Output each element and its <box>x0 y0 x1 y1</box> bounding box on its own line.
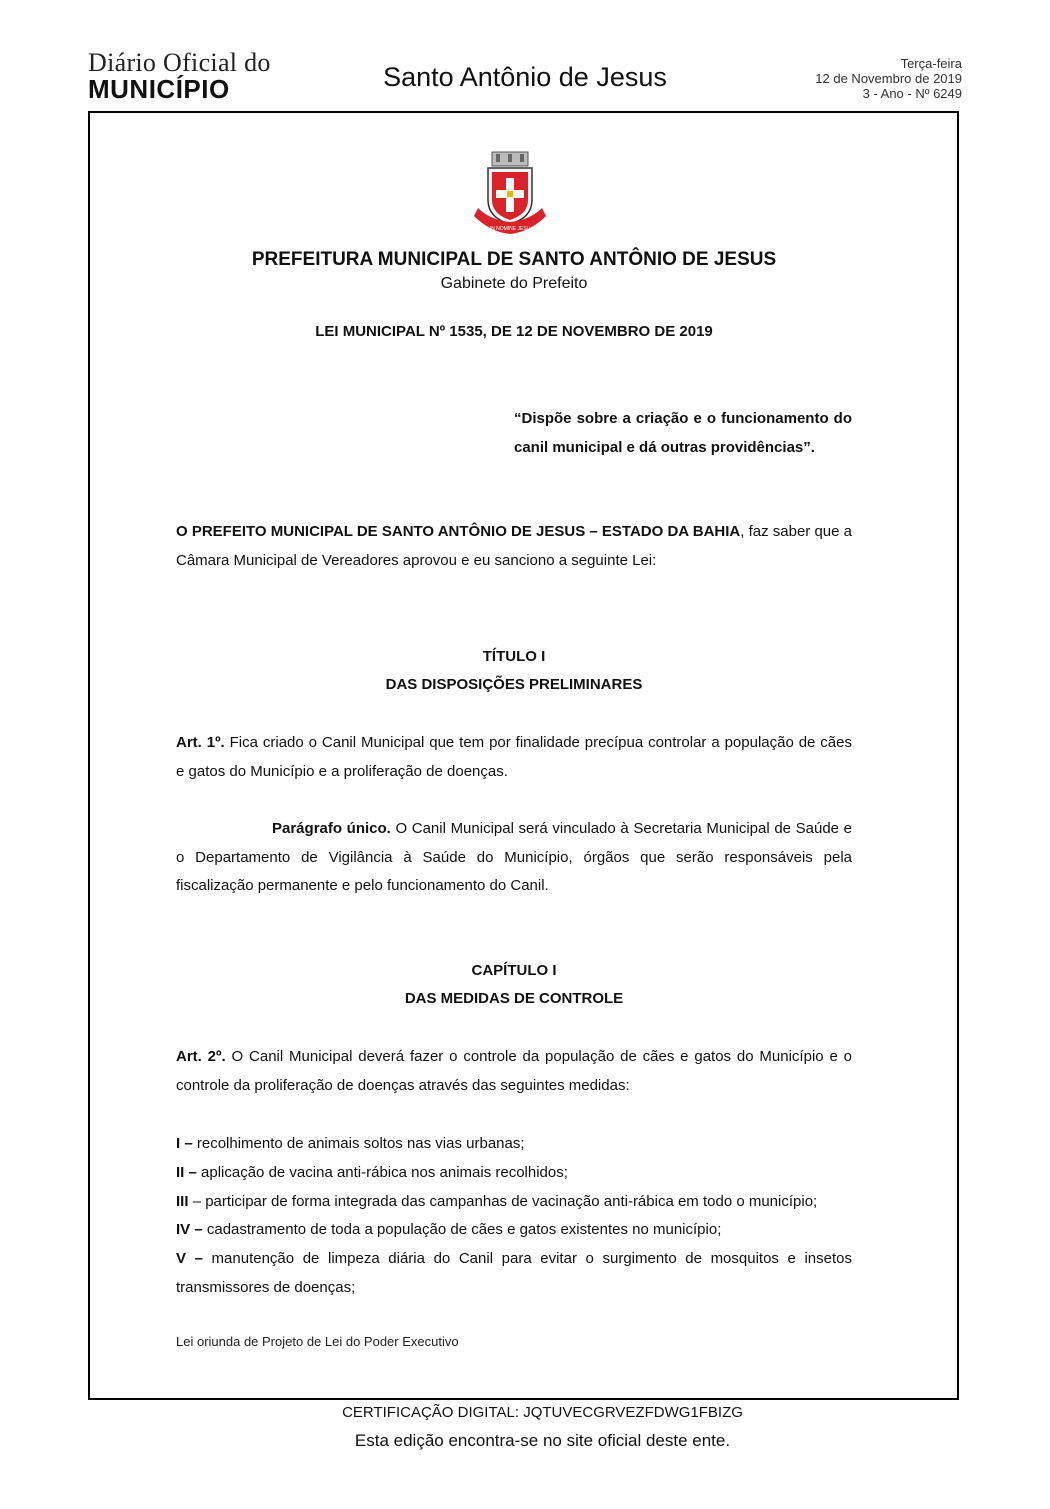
list-item <box>176 1159 852 1188</box>
list-item-label: I – <box>176 1135 193 1152</box>
city-name: Santo Antônio de Jesus <box>383 62 667 92</box>
title-number: TÍTULO I <box>482 648 546 665</box>
preamble-text: , faz saber que a Câmara Municipal de Vereadores aprovou e eu sanciono a seguinte Lei: <box>176 523 852 569</box>
list-item-label: II – <box>176 1163 197 1181</box>
article-1-text: Fica criado o Canil Municipal que tem por finalidade precípua controlar a população de cães e gatos do Município e a proliferação de doenças. <box>176 734 852 780</box>
list-item-label: V – <box>176 1250 203 1268</box>
weekday: Terça-feira <box>900 56 962 71</box>
digital-certification: CERTIFICAÇÃO DIGITAL: JQTUVECGRVEZFDWG1FBIZG <box>342 1404 743 1421</box>
law-title: LEI MUNICIPAL Nº 1535, DE 12 DE NOVEMBRO DE 2019 <box>315 323 713 340</box>
law-origin-note: Lei oriunda de Projeto de Lei do Poder Executivo <box>176 1334 459 1349</box>
chapter-name: DAS MEDIDAS DE CONTROLE <box>404 990 624 1007</box>
site-note: Esta edição encontra-se no site oficial deste ente. <box>354 1431 731 1450</box>
preamble <box>176 518 852 575</box>
list-item <box>176 1188 852 1217</box>
list-item <box>176 1216 852 1245</box>
sole-paragraph-text: O Canil Municipal será vinculado à Secretaria Municipal de Saúde e o Departamento de Vigilância à Saúde do Município, órgãos que serão responsáveis pela fiscalização permanente e pelo funcionamento do Canil. <box>176 820 852 894</box>
crest-motto: IN NOMINE JESU <box>489 226 531 232</box>
list-item-label: III <box>176 1192 189 1210</box>
edition-number: 3 - Ano - Nº 6249 <box>862 86 962 101</box>
government-subtitle: Gabinete do Prefeito <box>440 275 588 292</box>
chapter-heading <box>176 957 852 1013</box>
publication-date: 12 de Novembro de 2019 <box>815 71 962 86</box>
masthead <box>88 46 962 106</box>
government-title: PREFEITURA MUNICIPAL DE SANTO ANTÔNIO DE JESUS <box>251 249 777 270</box>
article-2-text: O Canil Municipal deverá fazer o controle da população de cães e gatos do Município e o controle da proliferação de doenças através das seguintes medidas: <box>176 1048 852 1094</box>
list-item-text: aplicação de vacina anti-rábica nos animais recolhidos; <box>196 1163 568 1181</box>
list-item <box>176 1130 852 1159</box>
gazette-logo-line2: MUNICÍPIO <box>88 74 230 104</box>
municipal-crest-icon <box>470 150 550 240</box>
list-item-text: manutenção de limpeza diária do Canil para evitar o surgimento de mosquitos e insetos transmissores de doenças; <box>176 1250 852 1296</box>
list-item <box>176 1245 852 1303</box>
article-2 <box>176 1043 852 1100</box>
title-heading <box>176 643 852 699</box>
list-item-text: recolhimento de animais soltos nas vias urbanas; <box>192 1135 525 1152</box>
title-name: DAS DISPOSIÇÕES PRELIMINARES <box>385 676 643 693</box>
measures-list <box>176 1130 852 1303</box>
law-summary: “Dispõe sobre a criação e o funcionamento do canil municipal e dá outras providências”. <box>514 410 852 456</box>
list-item-text: – participar de forma integrada das campanhas de vacinação anti-rábica em todo o município; <box>188 1192 818 1210</box>
sole-paragraph-label: Parágrafo único. <box>272 820 391 837</box>
list-item-text: cadastramento de toda a população de cães e gatos existentes no município; <box>202 1221 722 1239</box>
date-block <box>815 56 962 101</box>
chapter-number: CAPÍTULO I <box>471 962 557 979</box>
list-item-label: IV – <box>176 1221 203 1239</box>
gazette-logo-line1: Diário Oficial do <box>88 48 271 77</box>
article-2-label: Art. 2º. <box>176 1048 226 1065</box>
sole-paragraph <box>176 815 852 901</box>
article-1 <box>176 729 852 786</box>
preamble-authority: O PREFEITO MUNICIPAL DE SANTO ANTÔNIO DE JESUS – ESTADO DA BAHIA <box>176 523 741 540</box>
article-1-label: Art. 1º. <box>176 734 225 751</box>
